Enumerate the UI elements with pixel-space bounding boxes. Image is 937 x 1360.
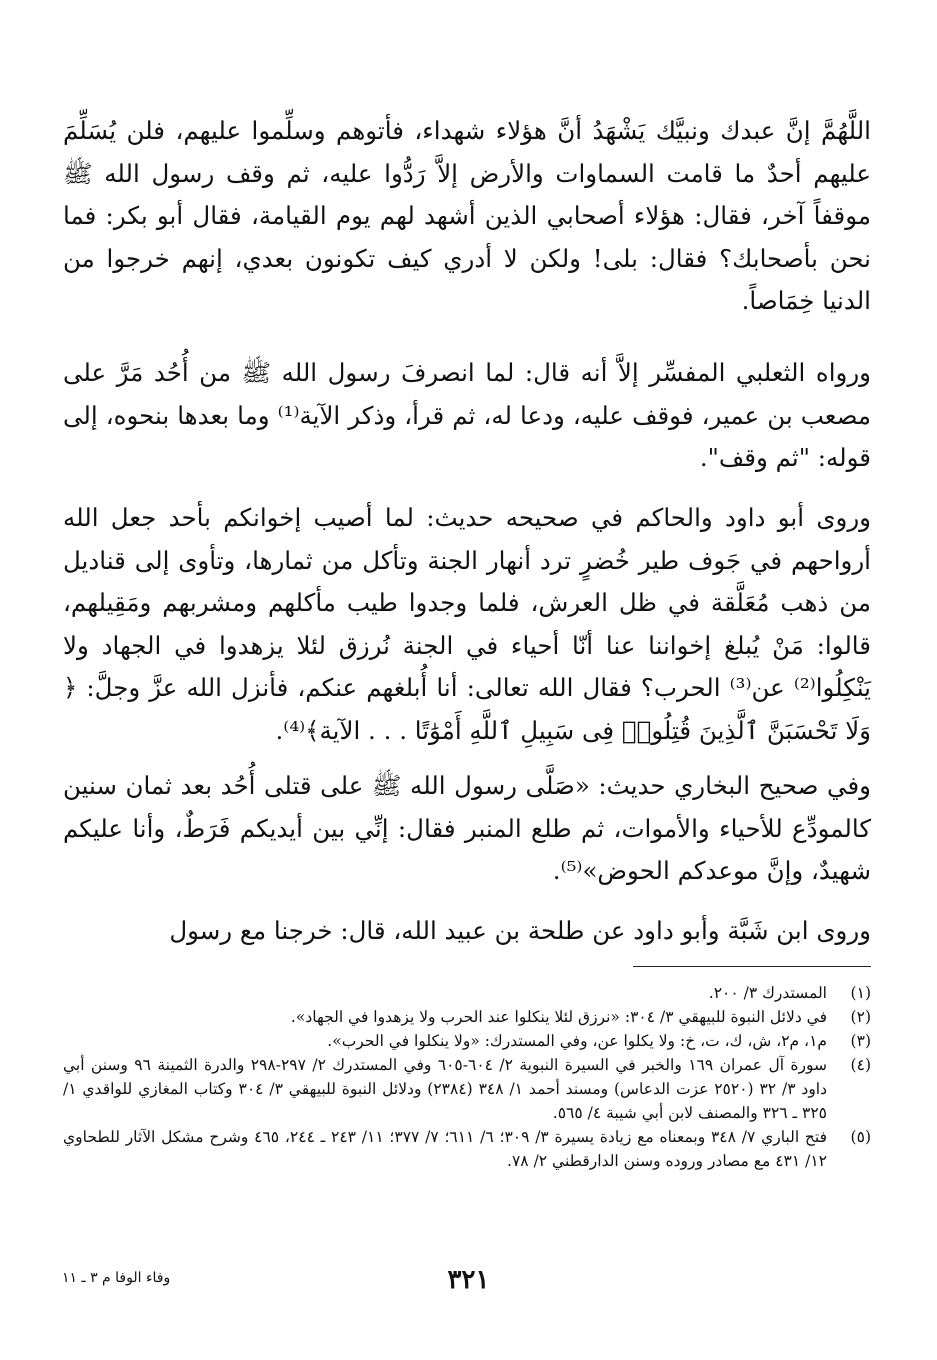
footnotes	[63, 981, 871, 1173]
footnote-4	[63, 1053, 871, 1125]
footnote-number: (٢)	[850, 1008, 871, 1026]
footnote-text: فتح الباري ٧/ ٣٤٨ وبمعناه مع زيادة يسيرة ٣/ ٣٠٩؛ ٦/ ٦١١؛ ٧/ ٣٧٧؛ ١١/ ٢٤٣ ـ ٢٤٤، ٤٦٥ وشرح مشكل الآثار للطحاوي ١٢/ ٤٣١ مع مصادر وروده وسنن الدارقطني ٢/ ٧٨.	[63, 1128, 827, 1170]
footnote-number: (٤)	[850, 1056, 871, 1074]
body-paragraph-5: وروى ابن شَبَّة وأبو داود عن طلحة بن عبيد الله، قال: خرجنا مع رسول	[169, 916, 871, 945]
footnote-text: م١، م٢، ش، ك، ت، خ: ولا يكلوا عن، وفي المستدرك: «ولا ينكلوا في الحرب».	[327, 1032, 827, 1050]
footnote-separator	[633, 966, 871, 967]
footnote-2	[63, 1005, 871, 1029]
footnote-3	[63, 1029, 871, 1053]
body-paragraph-2: ورواه الثعلبي المفسِّر إلاَّ أنه قال: لما انصرفَ رسول الله ﷺ من أُحُد مَرَّ على مصعب بن عمير، فوقف عليه، ودعا له، ثم قرأ، وذكر الآية⁽¹⁾ وما بعدها بنحوه، إلى قوله: "ثم وقف".	[63, 358, 871, 472]
body-paragraph-4: وفي صحيح البخاري حديث: «صَلَّى رسول الله ﷺ على قتلى أُحُد بعد ثمان سنين كالمودِّع للأحياء والأموات، ثم طلع المنبر فقال: إنِّي بين أيديكم فَرَطٌ، وأنا عليكم شهيدٌ، وإنَّ موعدكم الحوض»⁽⁵⁾.	[63, 771, 871, 885]
footnote-text: في دلائل النبوة للبيهقي ٣/ ٣٠٤: «نرزق لئلا ينكلوا عند الحرب ولا يزهدوا في الجهاد».	[290, 1008, 827, 1026]
footnote-5	[63, 1125, 871, 1173]
body-paragraph-1: اللَّهُمَّ إنَّ عبدك ونبيَّك يَشْهَدُ أنَّ هؤلاء شهداء، فأتوهم وسلِّموا عليهم، فلن يُسَلِّمَ عليهم أحدٌ ما قامت السماوات والأرض إلاَّ رَدُّوا عليه، ثم وقف رسول الله ﷺ موقفاً آخر، فقال: هؤلاء أصحابي الذين أشهد لهم يوم القيامة، فقال أبو بكر: فما نحن بأصحابك؟ فقال: بلى! ولكن لا أدري كيف تكونون بعدي، إنهم خرجوا من الدنيا خِمَاصاً.	[63, 116, 871, 315]
footnote-number: (١)	[850, 984, 871, 1002]
footnote-number: (٥)	[850, 1128, 871, 1146]
footnote-number: (٣)	[850, 1032, 871, 1050]
footnote-text: المستدرك ٣/ ٢٠٠.	[708, 984, 827, 1002]
footnote-text: سورة آل عمران ١٦٩ والخبر في السيرة النبوية ٢/ ٦٠٤-٦٠٥ وفي المستدرك ٢/ ٢٩٧-٢٩٨ والدرة الثمينة ٩٦ وسنن أبي داود ٣/ ٣٢ (٢٥٢٠ عزت الدعاس) ومسند أحمد ١/ ٣٤٨ (٢٣٨٤) ودلائل النبوة للبيهقي ٣/ ٣٠٤ وكتاب المغازي للواقدي ١/ ٣٢٥ ـ ٣٢٦ والمصنف لابن أبي شيبة ٤/ ٥٦٥.	[63, 1056, 828, 1122]
printer-signature: وفاء الوفا م ٣ ـ ١١	[62, 1270, 171, 1286]
body-paragraph-3: وروى أبو داود والحاكم في صحيحه حديث: لما أصيب إخوانكم بأحد جعل الله أرواحهم في جَوف طير خُضرٍ ترد أنهار الجنة وتأكل من ثمارها، وتأوى إلى قناديل من ذهب مُعَلَّقة في ظل العرش، فلما وجدوا طيب مأكلهم ومشربهم ومَقِيلهم، قالوا: مَنْ يُبلغ إخواننا عنا أنّا أحياء في الجنة نُرزق لئلا يزهدوا في الجهاد ولا يَنْكِلُوا⁽²⁾ عن⁽³⁾ الحرب؟ فقال الله تعالى: أنا أُبلغهم عنكم، فأنزل الله عزَّ وجلَّ: ﴿ وَلَا تَحْسَبَنَّ ٱلَّذِينَ قُتِلُوا۟ فِى سَبِيلِ ٱللَّهِ أَمْوَٰتًا . . . الآية﴾⁽⁴⁾.	[63, 503, 872, 745]
footnote-1	[63, 981, 871, 1005]
page-number: ٣٢١	[447, 1265, 490, 1295]
